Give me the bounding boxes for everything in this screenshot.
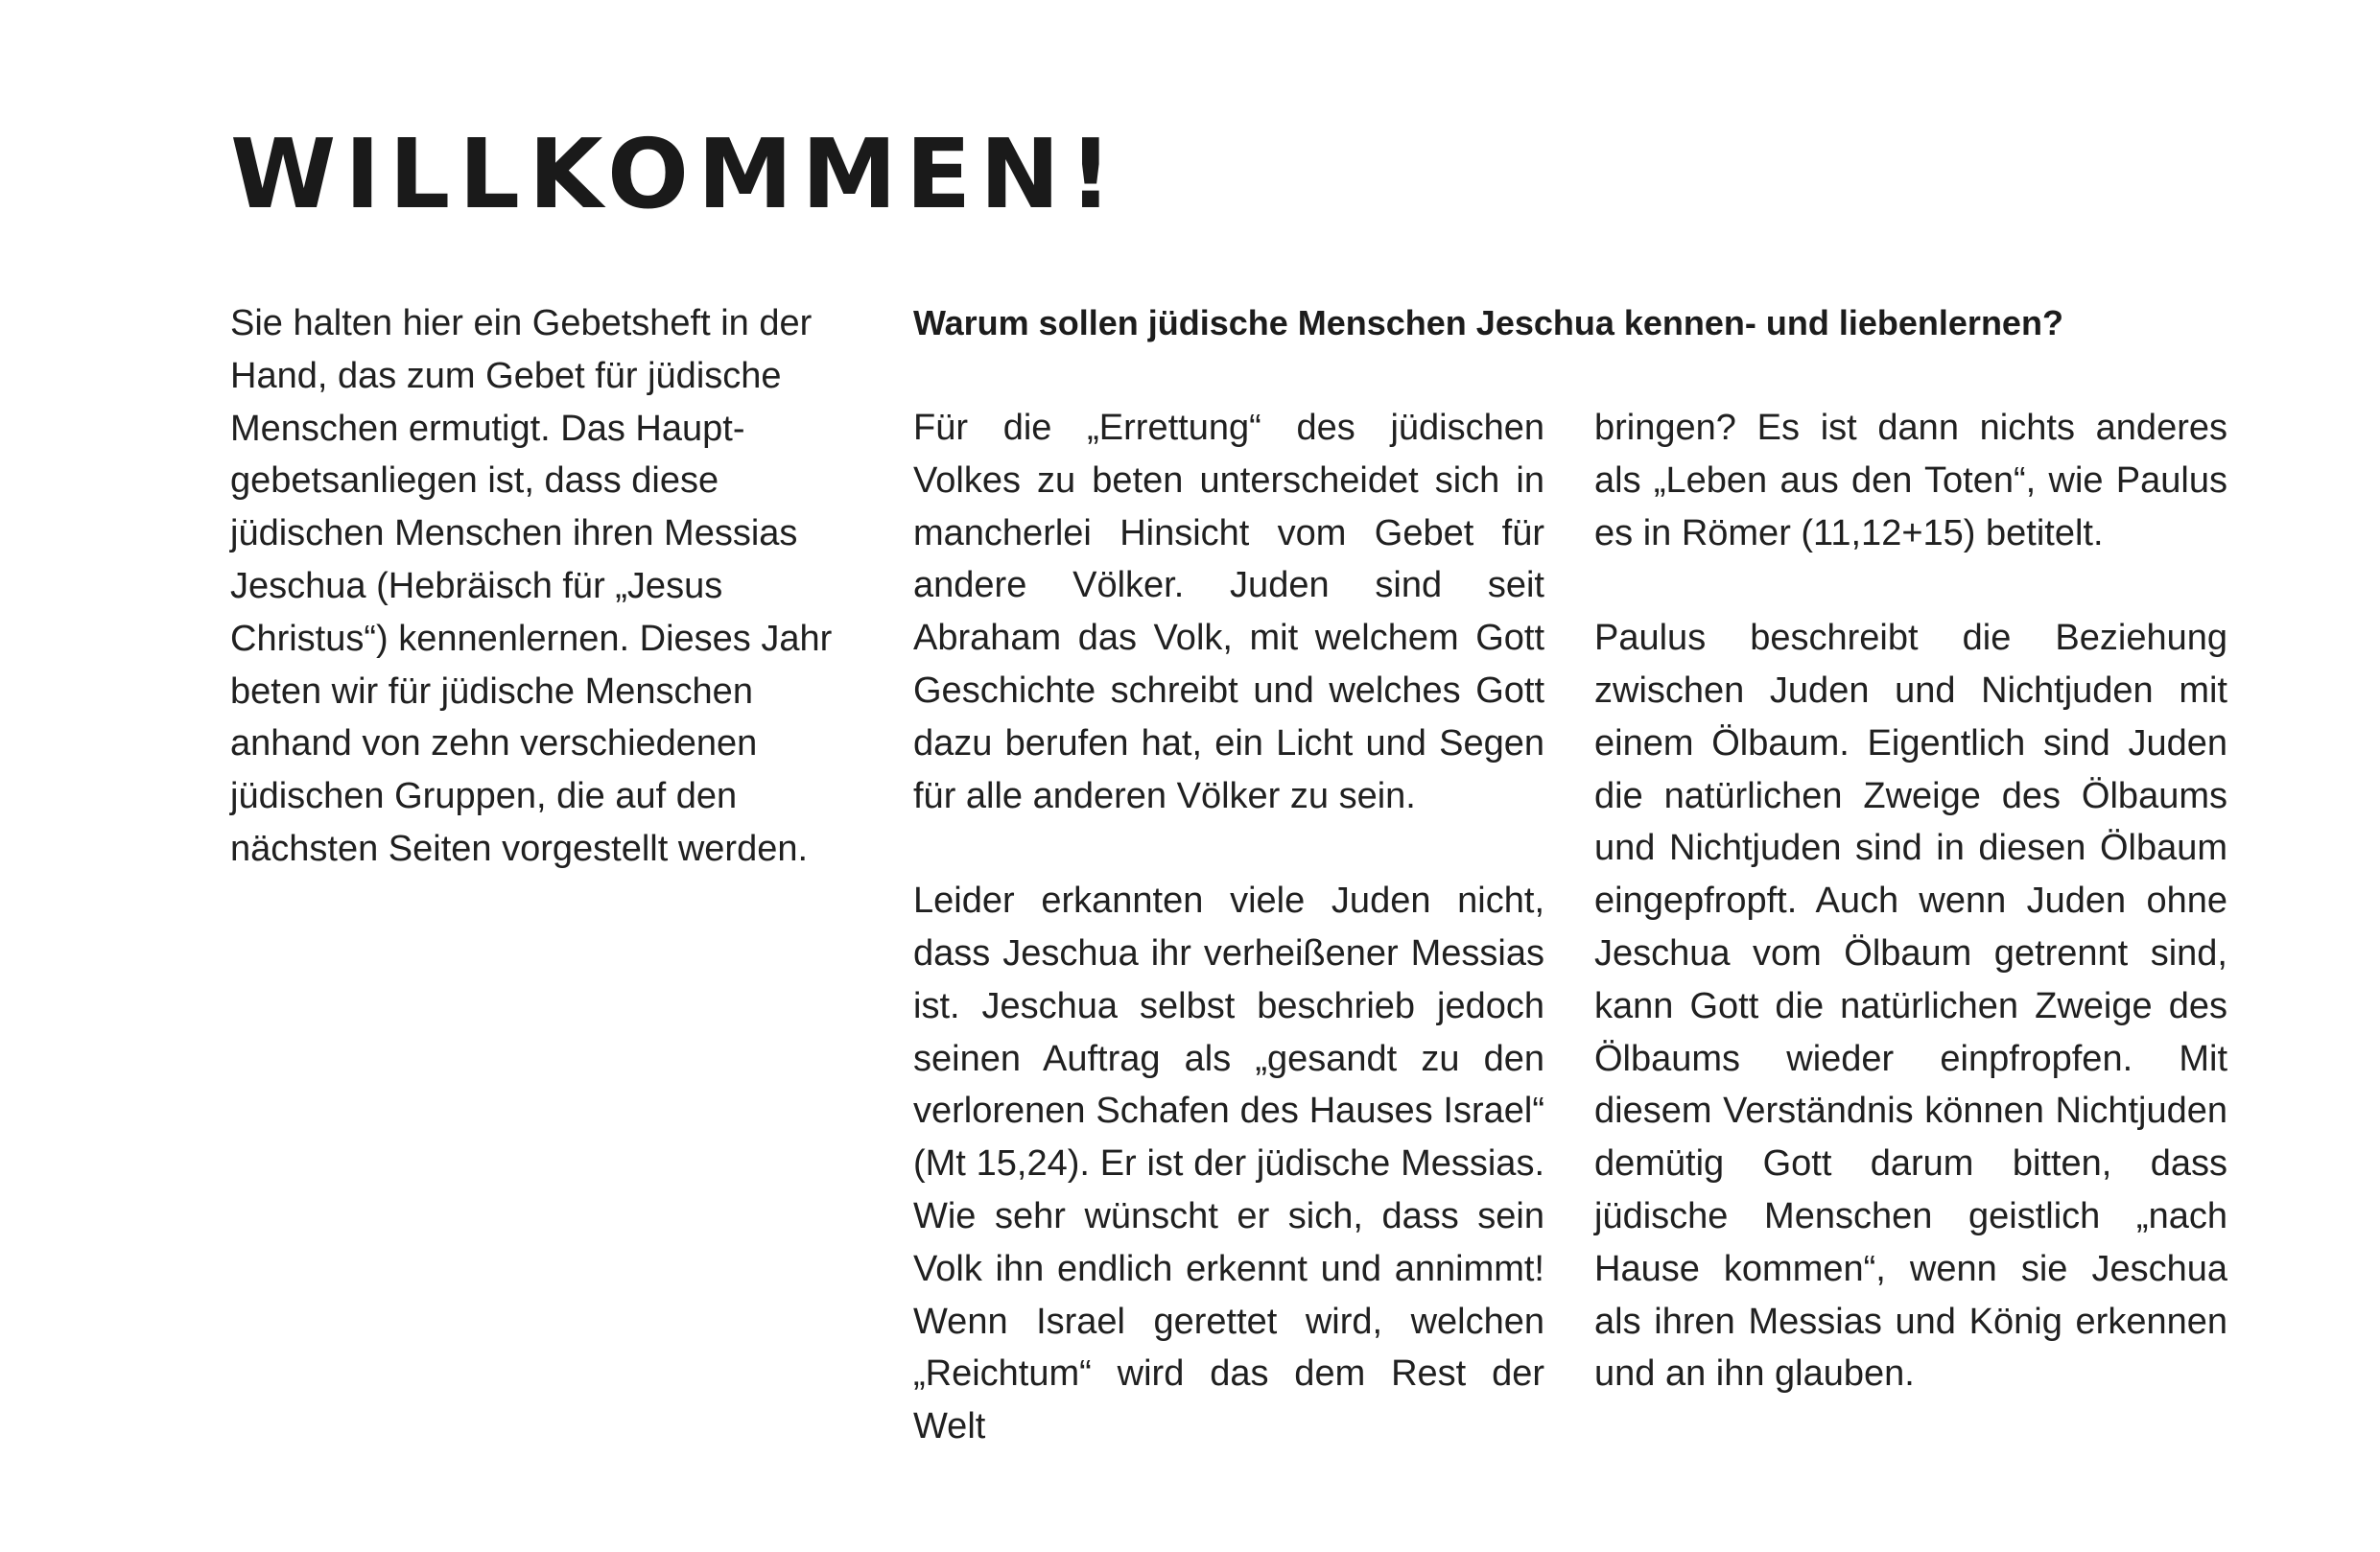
body-column-2	[1594, 402, 2227, 1400]
body-column-1-paragraph-1: Für die „Errettung“ des jüdischen Volkes zu beten unterscheidet sich in mancherlei Hinsicht vom Gebet für andere Völker. Juden sind seit Abraham das Volk, mit welchem Gott Geschichte schreibt und welches Gott dazu berufen hat, ein Licht und Segen für alle anderen Völker zu sein.	[913, 408, 1544, 816]
body-column-2-paragraph-1: bringen? Es ist dann nichts anderes als „Leben aus den Toten“, wie Paulus es in Römer (11,12+15) betitelt.	[1594, 408, 2227, 553]
body-column-1-paragraph-2: Leider erkannten viele Juden nicht, dass Jeschua ihr verheißener Messias ist. Jeschua selbst beschrieb jedoch seinen Auftrag als „gesandt zu den verlorenen Schafen des Hauses Israel“ (Mt 15,24). Er ist der jüdische Messias. Wie sehr wünscht er sich, dass sein Volk ihn endlich erkennt und annimmt! Wenn Israel gerettet wird, welchen „Reichtum“ wird das dem Rest der Welt	[913, 881, 1544, 1447]
intro-paragraph: Sie halten hier ein Gebetsheft in der Hand, das zum Gebet für jüdische Menschen ermutigt. Das Hauptgebetsanliegen ist, dass diese jüdischen Menschen ihren Messias Jeschua (Hebräisch für „Jesus Christus“) kennenlernen. Dieses Jahr beten wir für jüdische Menschen anhand von zehn verschiedenen jüdischen Gruppen, die auf den nächsten Seiten vorgestellt werden.	[230, 303, 833, 869]
intro-column	[230, 297, 865, 876]
body-column-2-paragraph-2: Paulus beschreibt die Beziehung zwischen Juden und Nichtjuden mit einem Ölbaum. Eigentlich sind Juden die natürlichen Zweige des Ölbaums und Nichtjuden sind in diesen Ölbaum eingepfropft. Auch wenn Juden ohne Jeschua vom Ölbaum getrennt sind, kann Gott die natürlichen Zweige des Ölbaums wieder einpfropfen. Mit diesem Verständnis können Nichtjuden demütig Gott darum bitten, dass jüdische Menschen geistlich „nach Hause kommen“, wenn sie Jeschua als ihren Messias und König erkennen und an ihn glauben.	[1594, 618, 2227, 1395]
page-title: WILLKOMMEN!	[230, 118, 1121, 230]
body-column-1	[913, 402, 1544, 1453]
section-heading: Warum sollen jüdische Menschen Jeschua kennen- und liebenlernen?	[913, 303, 2063, 342]
